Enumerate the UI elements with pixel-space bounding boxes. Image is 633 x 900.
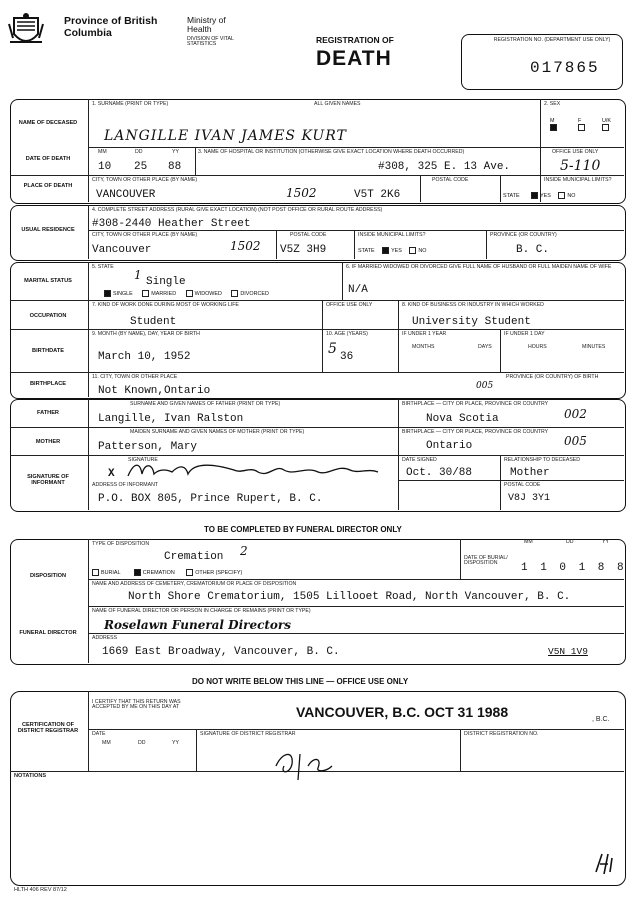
label-date-of-death: DATE OF DEATH [25, 156, 71, 162]
label-certification: CERTIFICATION OF DISTRICT REGISTRAR [17, 722, 79, 735]
occupation-office-use-label: OFFICE USE ONLY [326, 302, 373, 308]
death-day-value: 25 [134, 161, 148, 173]
director-address-value: 1669 East Broadway, Vancouver, B. C. [102, 646, 340, 658]
office-date-label: DATE [92, 731, 106, 737]
months-label: MONTHS [412, 344, 435, 350]
mother-label: MAIDEN SURNAME AND GIVEN NAMES OF MOTHER (PRINT OR TYPE) [130, 429, 305, 435]
residence-city-code: 1502 [230, 239, 261, 253]
disposition-options[interactable]: BURIAL CREMATION OTHER (SPECIFY) [92, 569, 242, 576]
age-label: 10. AGE (YEARS) [326, 331, 368, 337]
death-dd-label: DD [135, 149, 143, 155]
residence-province-label: PROVINCE (OR COUNTRY) [490, 232, 557, 238]
relationship-value: Mother [510, 467, 550, 479]
death-postal-value: V5T 2K6 [354, 189, 401, 201]
informant-address-value: P.O. BOX 805, Prince Rupert, B. C. [98, 493, 323, 505]
form-kicker: REGISTRATION OF [316, 35, 394, 45]
funeral-mm-label: MM [524, 539, 533, 545]
relationship-label: RELATIONSHIP TO DECEASED [504, 457, 581, 463]
disposition-date-value: 1 1 0 1 8 8 [521, 562, 627, 574]
marital-value: Single [146, 276, 186, 288]
under-1-day-label: IF UNDER 1 DAY [504, 331, 545, 337]
notation-mark [592, 850, 618, 876]
marital-label: 5. STATE [92, 264, 114, 270]
informant-postal-label: POSTAL CODE [504, 482, 541, 488]
marital-code: 1 [134, 268, 142, 282]
disposition-type-code: 2 [240, 544, 248, 558]
father-value: Langille, Ivan Ralston [98, 413, 244, 425]
label-birthplace: BIRTHPLACE [29, 381, 67, 387]
mother-birthplace-value: Ontario [426, 440, 473, 452]
industry-value: University Student [412, 316, 531, 328]
death-mm-label: MM [98, 149, 107, 155]
date-signed-label: DATE SIGNED [402, 457, 437, 463]
office-mm-label: MM [102, 740, 111, 746]
registrar-stamp: VANCOUVER, B.C. OCT 31 1988 [296, 704, 509, 720]
age-value: 36 [340, 351, 354, 363]
label-birthdate: BIRTHDATE [32, 348, 64, 354]
office-yy-label: YY [172, 740, 179, 746]
label-name-of-deceased: NAME OF DECEASED [18, 120, 78, 126]
label-disposition: DISPOSITION [29, 573, 67, 579]
death-city-code: 1502 [286, 186, 317, 200]
certify-text: I CERTIFY THAT THIS RETURN WAS ACCEPTED BY ME ON THIS DAY AT [92, 699, 181, 711]
funeral-dd-label: DD [566, 539, 574, 545]
residence-address-value: #308-2440 Heather Street [92, 218, 251, 230]
father-birthplace-label: BIRTHPLACE — CITY OR PLACE, PROVINCE OR COUNTRY [402, 401, 549, 407]
funeral-section-title: TO BE COMPLETED BY FUNERAL DIRECTOR ONLY [204, 525, 402, 534]
hospital-label: 3. NAME OF HOSPITAL OR INSTITUTION (OTHERWISE GIVE EXACT LOCATION WHERE DEATH OCCURRED) [198, 149, 465, 155]
death-yy-label: YY [172, 149, 179, 155]
label-occupation: OCCUPATION [29, 313, 67, 319]
disposition-type-value: Cremation [164, 551, 224, 563]
informant-signature [124, 457, 384, 482]
date-signed-value: Oct. 30/88 [406, 467, 473, 479]
sex-label: 2. SEX [544, 101, 561, 107]
residence-city-label: CITY, TOWN OR OTHER PLACE (BY NAME) [92, 232, 198, 238]
district-number-label: DISTRICT REGISTRATION NO. [464, 731, 539, 737]
director-label: NAME OF FUNERAL DIRECTOR OR PERSON IN CHARGE OF REMAINS (PRINT OR TYPE) [92, 608, 311, 614]
office-section [10, 691, 626, 886]
director-postal-value: V5N 1V9 [548, 646, 588, 657]
under-1-year-label: IF UNDER 1 YEAR [402, 331, 447, 337]
registration-number-value: 017865 [530, 59, 600, 77]
coat-of-arms-logo [8, 12, 44, 50]
sex-uk-option[interactable]: U/K [602, 118, 611, 131]
residence-address-label: 4. COMPLETE STREET ADDRESS (RURAL GIVE EXACT LOCATION) (NOT POST OFFICE OR RURAL ROUTE ADDRESS) [92, 207, 383, 213]
death-postal-label: POSTAL CODE [432, 177, 469, 183]
marital-options[interactable]: SINGLE MARRIED WIDOWED DIVORCED [104, 290, 269, 297]
father-birthplace-code: 002 [564, 407, 587, 421]
residence-postal-label: POSTAL CODE [290, 232, 327, 238]
cemetery-label: NAME AND ADDRESS OF CEMETERY, CREMATORIUM OR PLACE OF DISPOSITION [92, 581, 297, 587]
father-birthplace-value: Nova Scotia [426, 413, 499, 425]
province-title: Province of British Columbia [64, 15, 158, 39]
bc-suffix: , B.C. [592, 716, 610, 723]
death-inside-label: INSIDE MUNICIPAL LIMITS? [544, 177, 612, 183]
informant-postal-value: V8J 3Y1 [508, 493, 551, 504]
residence-inside-label: INSIDE MUNICIPAL LIMITS? [358, 232, 426, 238]
birthplace-code: 005 [476, 381, 494, 391]
residence-postal-value: V5Z 3H9 [280, 244, 327, 256]
disposition-type-label: TYPE OF DISPOSITION [92, 541, 150, 547]
residence-inside-options[interactable]: STATE YES NO [358, 247, 427, 254]
office-use-value: 5-110 [560, 158, 601, 174]
director-value: Roselawn Funeral Directors [104, 618, 292, 632]
director-address-label: ADDRESS [92, 635, 118, 641]
deceased-name-value: LANGILLE IVAN JAMES KURT [104, 128, 347, 144]
age-code: 5 [328, 341, 337, 357]
office-use-label: OFFICE USE ONLY [552, 149, 599, 155]
given-names-label: ALL GIVEN NAMES [314, 101, 361, 107]
birthplace-province-label: PROVINCE (OR COUNTRY) OF BIRTH [506, 374, 599, 380]
hours-label: HOURS [528, 344, 547, 350]
mother-value: Patterson, Mary [98, 441, 198, 453]
label-usual-residence: USUAL RESIDENCE [21, 227, 75, 233]
label-place-of-death: PLACE OF DEATH [23, 183, 73, 189]
residence-city-value: Vancouver [92, 244, 152, 256]
work-value: Student [130, 316, 177, 328]
signature-label: SIGNATURE [128, 457, 158, 463]
label-signature-of-informant: SIGNATURE OF INFORMANT [27, 474, 69, 487]
ministry-title: Ministry of Health [187, 15, 226, 35]
signature-x: X [108, 468, 115, 480]
birthplace-label: 11. CITY, TOWN OR OTHER PLACE [92, 374, 178, 380]
birth-value: March 10, 1952 [98, 351, 191, 363]
birth-label: 9. MONTH (BY NAME), DAY, YEAR OF BIRTH [92, 331, 200, 337]
death-city-label: CITY, TOWN OR OTHER PLACE (BY NAME) [92, 177, 198, 183]
death-month-value: 10 [98, 161, 112, 173]
days-label: DAYS [478, 344, 492, 350]
office-dd-label: DD [138, 740, 146, 746]
sex-f-option[interactable]: F [578, 118, 587, 131]
industry-label: 8. KIND OF BUSINESS OR INDUSTRY IN WHICH WORKED [402, 302, 544, 308]
label-mother: MOTHER [35, 439, 61, 445]
registration-number-box [461, 34, 623, 90]
spouse-label: 6. IF MARRIED WIDOWED OR DIVORCED GIVE FULL NAME OF HUSBAND OR FULL MAIDEN NAME OF WIFE [346, 264, 612, 270]
minutes-label: MINUTES [582, 344, 606, 350]
division-title: DIVISION OF VITAL STATISTICS [187, 36, 234, 48]
birthplace-value: Not Known,Ontario [98, 385, 211, 397]
label-father: FATHER [37, 410, 59, 416]
hospital-value: #308, 325 E. 13 Ave. [378, 161, 511, 173]
label-notations: NOTATIONS [14, 773, 47, 779]
sex-m-option[interactable]: M [550, 118, 559, 131]
surname-label: 1. SURNAME (PRINT OR TYPE) [92, 101, 169, 107]
mother-birthplace-label: BIRTHPLACE — CITY OR PLACE, PROVINCE OR COUNTRY [402, 429, 549, 435]
registrar-signature [270, 744, 350, 784]
death-city-value: VANCOUVER [96, 189, 156, 201]
registrar-signature-label: SIGNATURE OF DISTRICT REGISTRAR [200, 731, 296, 737]
mother-birthplace-code: 005 [564, 434, 587, 448]
label-marital-status: MARITAL STATUS [24, 278, 72, 284]
office-section-title: DO NOT WRITE BELOW THIS LINE — OFFICE USE ONLY [192, 677, 409, 686]
death-inside-options[interactable]: STATE YES NO [503, 192, 576, 199]
residence-province-value: B. C. [516, 244, 550, 256]
form-code: HLTH 406 REV 87/12 [14, 887, 67, 893]
registration-number-label: REGISTRATION NO. (DEPARTMENT USE ONLY) [493, 37, 611, 43]
death-year-value: 88 [168, 161, 182, 173]
spouse-value: N/A [348, 284, 368, 296]
informant-address-label: ADDRESS OF INFORMANT [92, 482, 158, 488]
cemetery-value: North Shore Crematorium, 1505 Lillooet Road, North Vancouver, B. C. [128, 591, 571, 603]
work-label: 7. KIND OF WORK DONE DURING MOST OF WORKING LIFE [92, 302, 239, 308]
disposition-date-label: DATE OF BURIAL/ DISPOSITION [464, 555, 508, 567]
form-title: DEATH [316, 47, 392, 70]
father-label: SURNAME AND GIVEN NAMES OF FATHER (PRINT OR TYPE) [130, 401, 281, 407]
funeral-yy-label: YY [602, 539, 609, 545]
label-funeral-director: FUNERAL DIRECTOR [19, 630, 77, 636]
